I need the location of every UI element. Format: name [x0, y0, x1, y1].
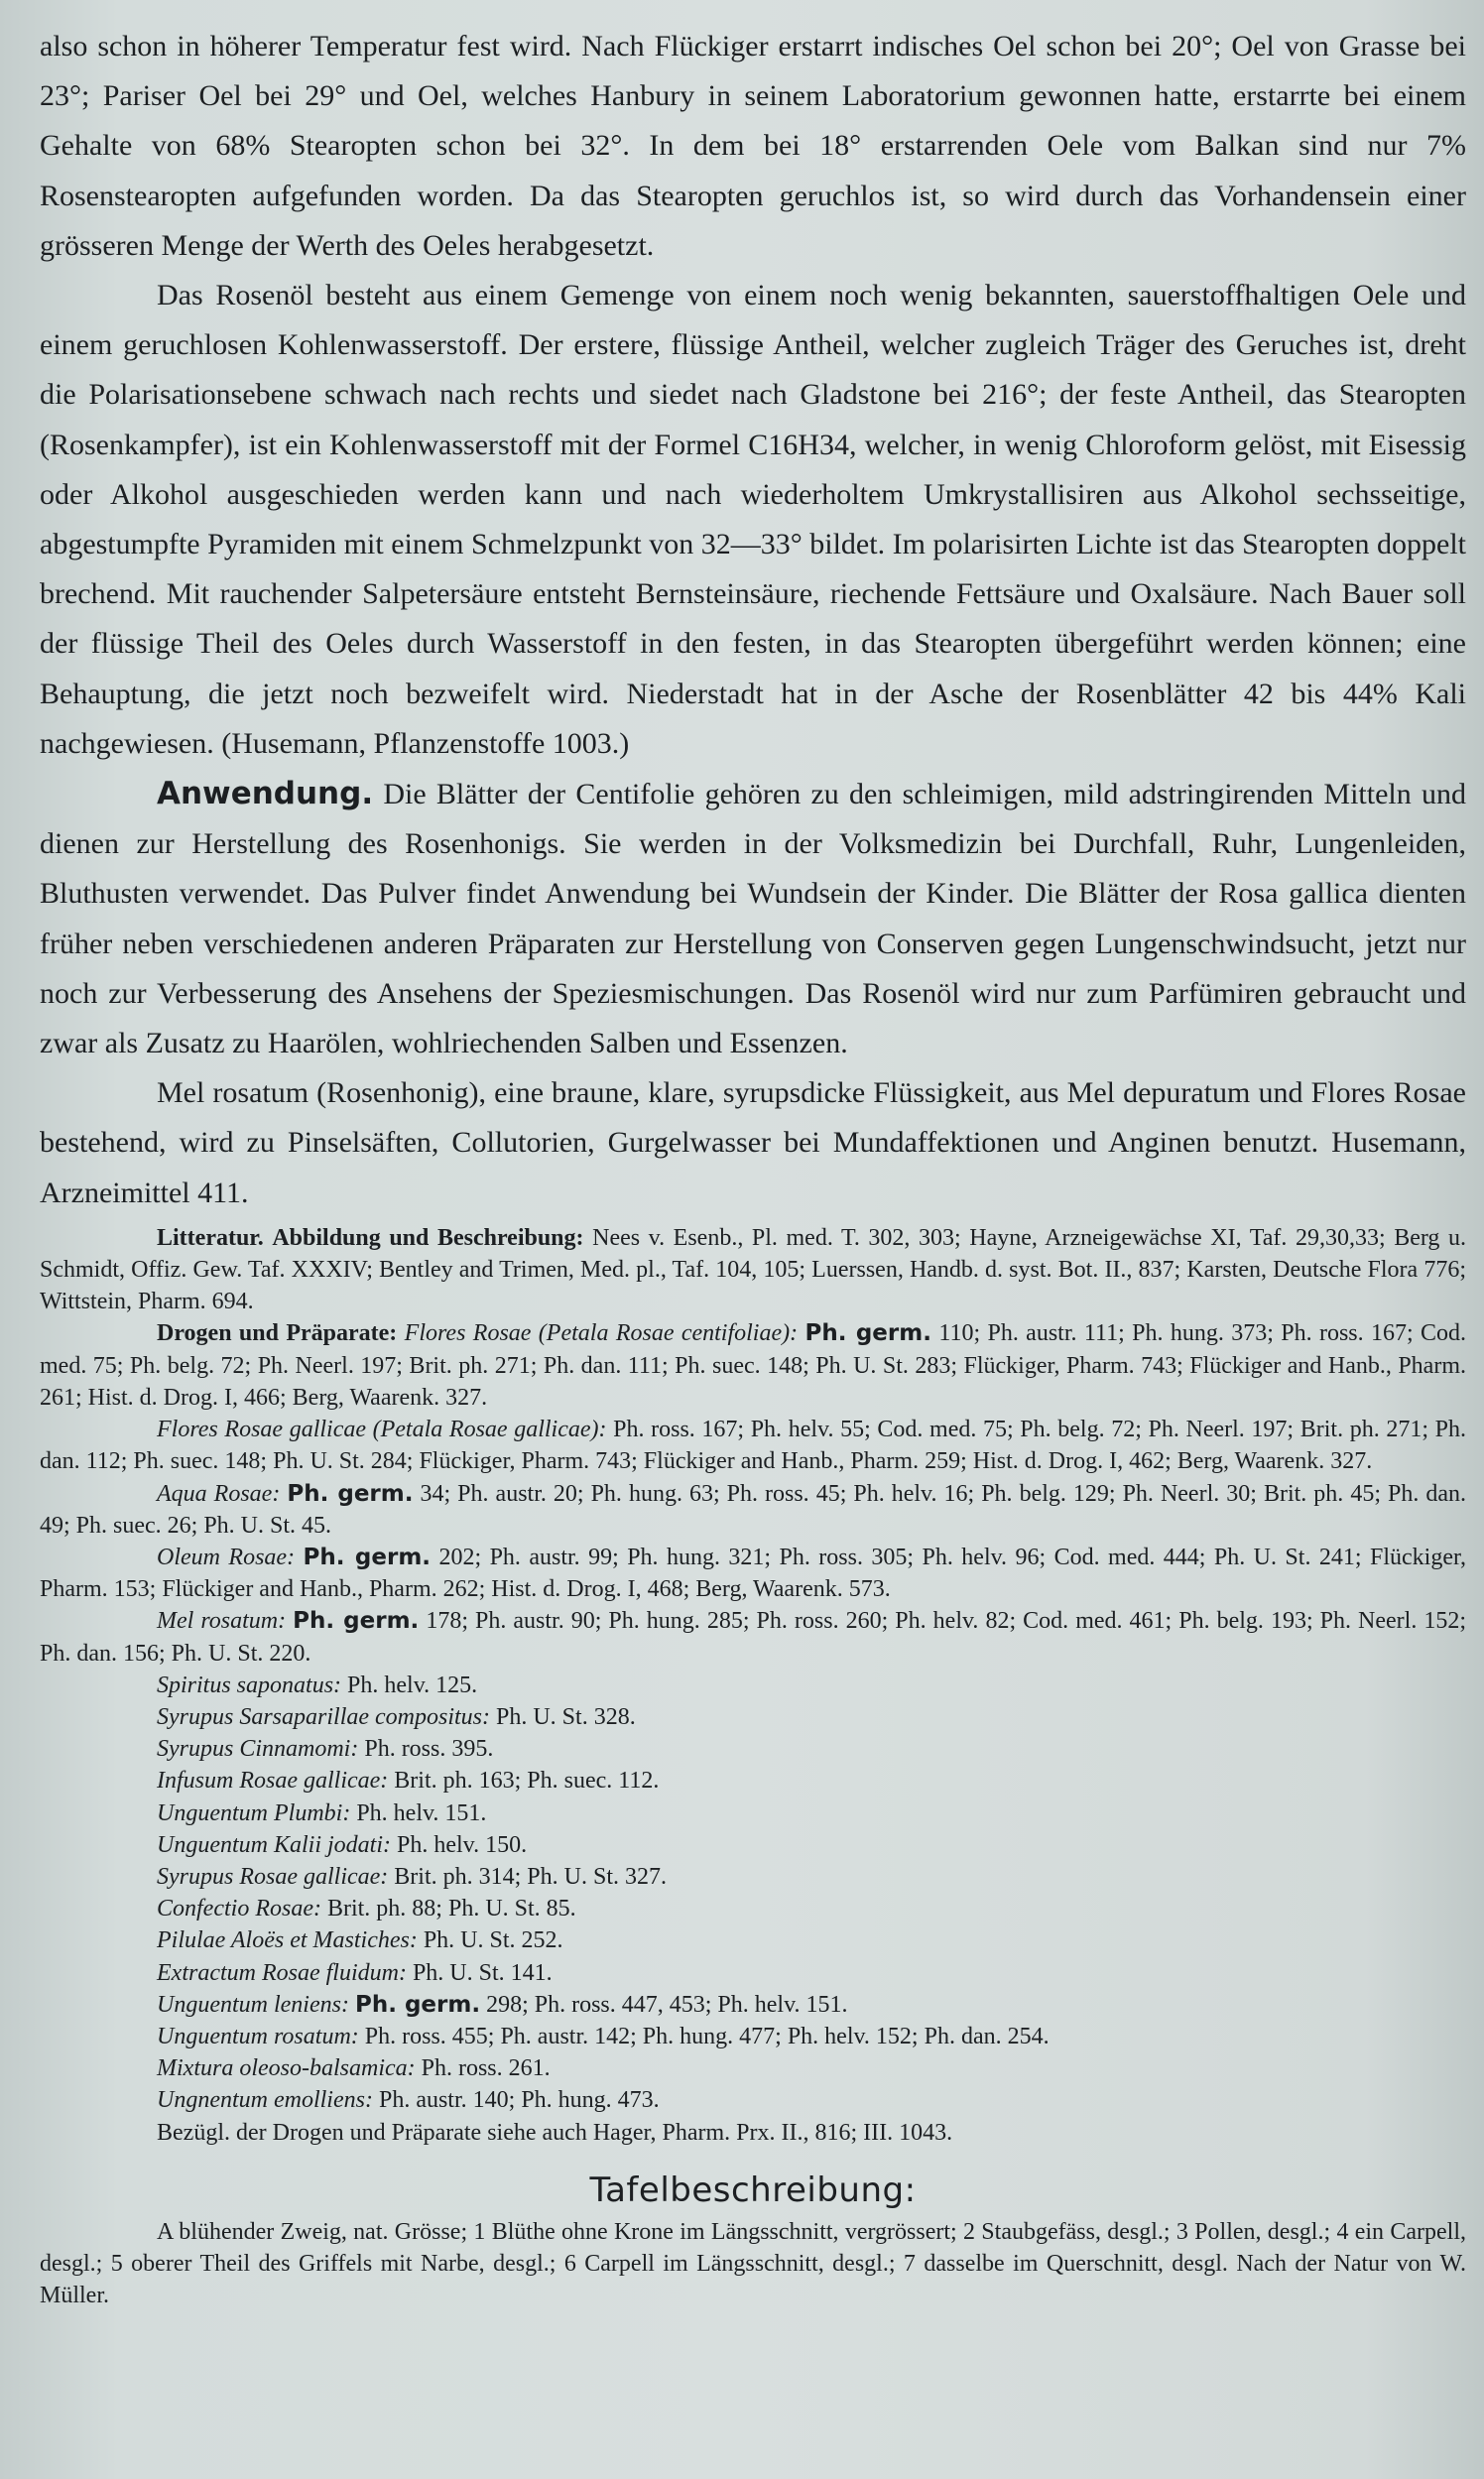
entry-name: Pilulae Aloës et Mastiches: [157, 1927, 418, 1954]
short-entry [157, 1701, 1466, 1733]
tafel-title: Tafelbeschreibung: [589, 2169, 917, 2210]
entry-name: Oleum Rosae: [157, 1544, 296, 1570]
entry-text: Ph. ross. 261. [421, 2055, 551, 2082]
literature-section [40, 1222, 1466, 2149]
short-entry [157, 1957, 1466, 1989]
lit-entry [40, 1414, 1466, 1477]
entry-text: 202; Ph. austr. 99; Ph. hung. 321; Ph. ross. 305; Ph. helv. 96; Cod. med. 444; Ph. U. St. 241; Flückiger, Pharm. 153; Flückiger and Hanb., Pharm. 262; Hist. d. Drog. I, 468; Berg, Waarenk. 573. [40, 1544, 1466, 1603]
entry-text: 34; Ph. austr. 20; Ph. hung. 63; Ph. ross. 45; Ph. helv. 16; Ph. belg. 129; Ph. Neerl. 30; Brit. ph. 45; Ph. dan. 49; Ph. suec. 26; Ph. U. St. 45. [40, 1480, 1467, 1539]
entry-text: Ph. ross. 395. [364, 1736, 494, 1763]
entry-name: Mel rosatum: [157, 1608, 287, 1635]
section-heading-anwendung: Anwendung. [157, 776, 374, 812]
entry-text: Ph. U. St. 252. [423, 1927, 563, 1954]
literature-abbildung [40, 1222, 1466, 1318]
short-entry [157, 1924, 1466, 1956]
drogen-heading: Drogen und Präparate: [157, 1320, 398, 1347]
entry-text: Ph. helv. 150. [397, 1831, 528, 1858]
short-entry [157, 1733, 1466, 1765]
entry-text: Ph. helv. 151. [356, 1799, 487, 1826]
entry-text: 178; Ph. austr. 90; Ph. hung. 285; Ph. ross. 260; Ph. helv. 82; Cod. med. 461; Ph. belg. 193; Ph. Neerl. 152; Ph. dan. 156; Ph. U. St. 220. [40, 1608, 1467, 1667]
entry-name: Infusum Rosae gallicae: [157, 1768, 389, 1795]
literature-drogen [40, 1317, 1466, 1414]
ph-germ: Ph. germ. [354, 1991, 481, 2018]
entry-name: Mixtura oleoso-balsamica: [157, 2055, 416, 2082]
ph-germ: Ph. germ. [303, 1544, 432, 1570]
entry-text: Brit. ph. 314; Ph. U. St. 327. [394, 1863, 667, 1890]
main-text [40, 22, 1466, 1218]
paragraph-2: Das Rosenöl besteht aus einem Gemenge von einem noch wenig bekannten, sauerstoffhaltigen Oele und einem geruchlosen Kohlenwasserstoff. Der erstere, flüssige Antheil, welcher zugleich Träger des Geruches ist, dreht die Polarisationsebene schwach nach rechts und siedet nach Gladstone bei 216°; der feste Antheil, das Stearopten (Rosenkampfer), ist ein Kohlenwasserstoff mit der Formel C16H34, welcher, in wenig Chloroform gelöst, mit Eisessig oder Alkohol ausgeschieden werden kann und nach wiederholtem Umkrystallisiren aus Alkohol sechsseitige, abgestumpfte Pyramiden mit einem Schmelzpunkt von 32—33° bildet. Im polarisirten Lichte ist das Stearopten doppelt brechend. Mit rauchender Salpetersäure entsteht Bernsteinsäure, riechende Fettsäure und Oxalsäure. Nach Bauer soll der flüssige Theil des Oeles durch Wasserstoff in den festen, in das Stearopten übergeführt werden können; eine Behauptung, die jetzt noch bezweifelt wird. Niederstadt hat in der Asche der Rosenblätter 42 bis 44% Kali nachgewiesen. (Husemann, Pflanzenstoffe 1003.) [40, 279, 1466, 760]
short-entry [157, 1765, 1466, 1797]
entry-text: Ph. helv. 125. [347, 1672, 478, 1698]
ph-germ: Ph. germ. [287, 1480, 414, 1507]
drogen-name: Flores Rosae (Petala Rosae centifoliae): [404, 1320, 799, 1347]
short-entry [157, 1893, 1466, 1924]
short-entry [157, 1670, 1466, 1701]
entry-name: Unguentum Kalii jodati: [157, 1831, 391, 1858]
literature-heading: Litteratur. [157, 1224, 264, 1251]
paragraph-3-text: Die Blätter der Centifolie gehören zu den schleimigen, mild adstringirenden Mitteln und dienen zur Herstellung des Rosenhonigs. Sie werden in der Volksmedizin bei Durchfall, Ruhr, Lungenleiden, Bluthusten verwendet. Das Pulver findet Anwendung bei Wundsein der Kinder. Die Blätter der Rosa gallica dienten früher neben verschiedenen anderen Präparaten zur Herstellung von Conserven gegen Lungenschwindsucht, jetzt nur noch zur Verbesserung des Ansehens der Speziesmischungen. Das Rosenöl wird nur zum Parfümiren gebraucht und zwar als Zusatz zu Haarölen, wohlriechenden Salben und Essenzen. [40, 778, 1467, 1060]
entry-name: Spiritus saponatus: [157, 1672, 342, 1698]
entry-text: Ph. U. St. 328. [496, 1703, 636, 1730]
lit-entry [40, 1542, 1466, 1605]
entry-text: Ph. austr. 140; Ph. hung. 473. [378, 2087, 660, 2114]
short-entry [157, 1861, 1466, 1893]
entry-name: Unguentum Plumbi: [157, 1799, 351, 1826]
entry-name: Confectio Rosae: [157, 1896, 321, 1922]
entry-text: Ph. ross. 455; Ph. austr. 142; Ph. hung. 477; Ph. helv. 152; Ph. dan. 254. [364, 2023, 1050, 2049]
entry-name: Syrupus Sarsaparillae compositus: [157, 1703, 490, 1730]
entry-name: Unguentum leniens: [157, 1991, 349, 2018]
short-entry [157, 1989, 1466, 2021]
literature-short-entries [40, 1670, 1466, 2117]
ph-germ: Ph. germ. [293, 1608, 420, 1635]
short-entry [157, 2084, 1466, 2116]
lit-entry [40, 1478, 1466, 1542]
entry-text: 298; Ph. ross. 447, 453; Ph. helv. 151. [486, 1991, 848, 2018]
ph-germ: Ph. germ. [804, 1320, 931, 1347]
entry-text: Brit. ph. 163; Ph. suec. 112. [394, 1768, 660, 1795]
abbildung-heading: Abbildung und Beschreibung: [272, 1224, 584, 1251]
literature-entries [40, 1414, 1466, 1670]
entry-text: Ph. U. St. 141. [412, 1959, 553, 1986]
abbildung-text: Nees v. Esenb., Pl. med. T. 302, 303; Hayne, Arzneigewächse XI, Taf. 29,30,33; Berg u. Schmidt, Offiz. Gew. Taf. XXXIV; Bentley and Trimen, Med. pl., Taf. 104, 105; Luerssen, Handb. d. syst. Bot. II., 837; Karsten, Deutsche Flora 776; Wittstein, Pharm. 694. [40, 1224, 1466, 1315]
drogen-text: 110; Ph. austr. 111; Ph. hung. 373; Ph. ross. 167; Cod. med. 75; Ph. belg. 72; Ph. Neerl. 197; Brit. ph. 271; Ph. dan. 111; Ph. suec. 148; Ph. U. St. 283; Flückiger, Pharm. 743; Flückiger and Hanb., Pharm. 261; Hist. d. Drog. I, 466; Berg, Waarenk. 327. [40, 1320, 1467, 1411]
short-entry [157, 1829, 1466, 1861]
entry-name: Ungnentum emolliens: [157, 2087, 373, 2114]
lit-entry [40, 1605, 1466, 1669]
paragraph-4: Mel rosatum (Rosenhonig), eine braune, klare, syrupsdicke Flüssigkeit, aus Mel depuratum und Flores Rosae bestehend, wird zu Pinselsäften, Collutorien, Gurgelwasser bei Mundaffektionen und Anginen benutzt. Husemann, Arzneimittel 411. [40, 1076, 1466, 1209]
entry-name: Extractum Rosae fluidum: [157, 1959, 407, 1986]
tafel-text: A blühender Zweig, nat. Grösse; 1 Blüthe ohne Krone im Längsschnitt, vergrössert; 2 Staubgefäss, desgl.; 3 Pollen, desgl.; 4 ein Carpell, desgl.; 5 oberer Theil des Griffels mit Narbe, desgl.; 6 Carpell im Längsschnitt, desgl.; 7 dasselbe im Querschnitt, desgl. Nach der Natur von W. Müller. [40, 2218, 1466, 2308]
literature-bezugl: Bezügl. der Drogen und Präparate siehe auch Hager, Pharm. Prx. II., 816; III. 1043. [157, 2119, 953, 2146]
entry-text: Ph. ross. 167; Ph. helv. 55; Cod. med. 75; Ph. belg. 72; Ph. Neerl. 197; Brit. ph. 271; Ph. dan. 112; Ph. suec. 148; Ph. U. St. 284; Flückiger, Pharm. 743; Flückiger and Hanb., Pharm. 259; Hist. d. Drog. I, 462; Berg, Waarenk. 327. [40, 1417, 1466, 1475]
short-entry [157, 2052, 1466, 2084]
short-entry [157, 2021, 1466, 2052]
short-entry [157, 1797, 1466, 1829]
entry-name: Aqua Rosae: [157, 1480, 281, 1507]
tafel-section [40, 2216, 1466, 2311]
entry-name: Syrupus Rosae gallicae: [157, 1863, 389, 1890]
entry-name: Flores Rosae gallicae (Petala Rosae gallicae): [157, 1417, 607, 1443]
paragraph-1: also schon in höherer Temperatur fest wird. Nach Flückiger erstarrt indisches Oel schon bei 20°; Oel von Grasse bei 23°; Pariser Oel bei 29° und Oel, welches Hanbury in seinem Laboratorium gewonnen hatte, erstarrte bei einem Gehalte von 68% Stearopten schon bei 32°. In dem bei 18° erstarrenden Oele vom Balkan sind nur 7% Rosenstearopten aufgefunden worden. Da das Stearopten geruchlos ist, so wird durch das Vorhandensein einer grösseren Menge der Werth des Oeles herabgesetzt. [40, 30, 1466, 262]
entry-name: Syrupus Cinnamomi: [157, 1736, 359, 1763]
paragraph-3 [40, 769, 1466, 1068]
entry-name: Unguentum rosatum: [157, 2023, 359, 2049]
entry-text: Brit. ph. 88; Ph. U. St. 85. [326, 1896, 576, 1922]
